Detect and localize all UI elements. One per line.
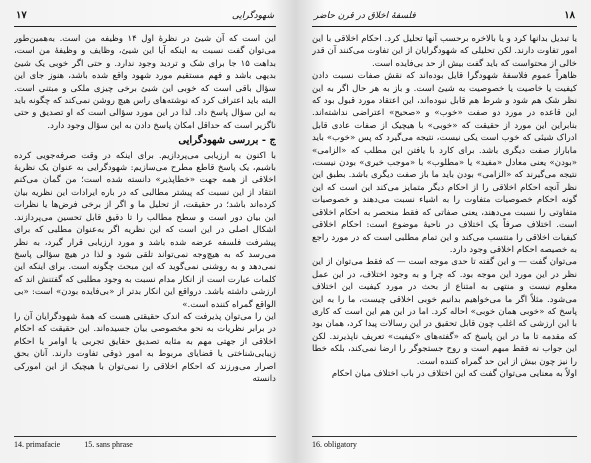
left-footnotes — [14, 436, 276, 449]
right-page-header — [312, 10, 577, 27]
footnote-14: 14. primafacie — [14, 440, 61, 449]
left-running-title: شهودگرایی — [231, 11, 274, 21]
footnote-15: 15. sans phrase — [84, 440, 133, 449]
right-footnotes — [312, 436, 577, 449]
right-page-number: ۱۸ — [564, 10, 575, 21]
left-page — [0, 0, 288, 463]
right-paragraph-4: اولاً به معنایی می‌توان گفت که این اختلاف در باب اختلاف میان احکام — [331, 368, 577, 379]
left-paragraph-3: این را می‌توان پذیرفت که اندک حقیقتی هست که همهٔ شهودگرایان آن را در برابر نظریات به نحو مخصوصی بیان جسیده‌اند. این حقیقت که احکام اخلاقی از جهتی مهم به مثابه تصدیق حقایق تجربی یا اوامر یا احکام زیبایی‌شناختی یا قضایای مربوط به امور ذوقی تفاوت دارند. آنان بحق اصرار می‌ورزند که احکام اخلاقی را نمی‌توان با هیچیک از این امورکی دانسته — [14, 311, 276, 384]
right-paragraph-1: یا تبدیل بدانها کرد و یا بالاخره برحسب آنها تحلیل کرد. احکام اخلاقی با این امور تفاوت دارند. لکن تحلیلی که شهودگرایان از این تفاوت می‌کنند آن قدر خالی از محتواست که باید گفت بیش از حد بی‌فایده است. — [312, 34, 577, 69]
left-paragraph-2: با اکنون به ارزیابی می‌پردازیم. برای اینکه در وقت صرفه‌جویی کرده باشیم، یک پاسخ قاطع مطرح می‌سازیم: شهودگرایی به عنوان یک نظریهٔ اخلاقی از همه جهت «خطاپذیر» دانسته شده است؛ من گمان می‌کنم انتقاد از این نسبت که پیشتر مطالبی که در باره ایرادات این نظریه بیان کرده‌اند باشد؛ در حقیقت، از تحلیل ما و اگر از برخی فرض‌ها یا نظرات این بیان دور است و سطح مطالب را تا دقیق قابل تحسین می‌پردازند. اشکال اصلی در این است که این نظریه اگر به‌عنوان مطلبی که برای پیشرفت فلسفه عرضه شده باشد و مورد ارزیابی قرار گیرد، به نظر می‌رسد که به هیچ‌وجه نمی‌تواند تلقی شود و لذا در هیچ سؤالی پاسخ نمی‌دهد و به روشنی نمی‌گوید که این مبحث چگونه است. برای اینکه این کلمات عبارت است از انکار مدام نسبت به وجود مطلبی که گفتنش اند که ارزشی داشته باشد. درواقع این انکار بدتر از «بی‌فایده بودن» است: «بی الواقع گمراه کننده است.» — [14, 150, 276, 310]
left-page-body — [14, 33, 276, 405]
right-running-title: فلسفهٔ اخلاق در قرن حاضر — [314, 11, 416, 21]
left-page-number: ۱۷ — [16, 10, 27, 21]
footnote-16: 16. obligatory — [312, 440, 357, 449]
left-paragraph-1: این است که آن شیئ در نظرهٔ اول ۱۴ وظیفه من است. به‌همین‌طور می‌توان گفت نسبت به اینکه آیا این شیئ، وظایف و وظیفهٔ من است، بداهت ۱۵ جا برای شک و تردید وجود ندارد. و حتی اگر خوبی یک شیئ بدیهی باشد و فهم مستقیم مورد شهود واقع شده باشد، هنوز جای این سؤال باقی است که خوبی این شیئ برخی چیزی ملکی و مبتنی است. البته باید اعتراف کرد که نوشته‌های راس هیچ روشن نمی‌کند که چگونه باید به این سؤال پاسخ داد. لذا در این مورد سؤالی است که او تصدیق و حتی ناگزیر است که حداقل امکان پاسخ دادن به این سؤال وجود دارد. — [14, 34, 276, 131]
left-page-header — [14, 10, 276, 27]
section-heading: ج - بررسی شهودگرایی — [178, 135, 276, 147]
right-paragraph-2: ظاهراً عموم فلاسفهٔ شهودگرا قایل بوده‌اند که نقش صفات نسبت دادن کیفیت یا خاصیت یا خصوصیت به شیئ است. و باز به هر حال اگر به این نظر شک هم شود و شرط هم قابل نبوده‌اند، این اعتقاد مورد قبول بود که این قاعده در مورد دو صفت «خوب» و «صحیح» اعتراضی نداشته‌اند. بنابراین این مورد از حقیقت که «خوبی» با هیچیک از صفات عادی قابل ادراک شیئی که خوب است یکی نیست، نتیجه می‌گیرد که پس «خوب» باید ماباراز صفت دیگری باشد. برای کارد با یافتن این مطلب که «الزامی» «بودن» یعنی معادل «مفید» یا «مطلوب» با «موجب خیری» بودن نیست، نتیجه می‌گیرند که «الزامی» بودن باید ما باز صفت دیگری باشد. بطبق این نظر آنچه احکام اخلاقی را از احکام دیگر متمایز می‌کند این است که این گونه احکام خصوصیات متفاوت را به اشیاء نسبت می‌دهند و خصوصیات متفاوتی را نسبت می‌دهند، یعنی صفاتی که فقط منحصر به احکام اخلاقی است. اختلاف صرفاً یک اختلاف در ناحیهٔ موضوع است: احکام اخلاقی کیفیات اخلاقی را منتسب می‌کند و این تمام مطلبی است که در مورد راجع به خصیصه احکام اخلاقی وجود دارد. — [312, 71, 577, 255]
right-paragraph-3: می‌توان گفت — و این گفته تا حدی موجه است — که فقط می‌توان از این نظر در این مورد این موجه بود. که چرا و به وجود اختلاف، در این عمل معلوم نیست و منتهی به امتناع از بحث در مورد کیفیت این اختلاف می‌شود. مثلاً اگر ما می‌خواهیم بدانیم خوبی اخلاقی چیست، ما را به این پاسخ که «خوبی همان خوبی» احاله کرد. اما در این هم این است که کاری با این ارزشی که اغلب چون قابل تحقیق در این رسالات پیدا کرد، همان بود که مقدمه تا ما در این پاسخ که «گفته‌های «کیفیت» تعریف ناپذیرند. لکن این جواب نه فقط مبهم است و روح جستجوگر را ارضا نمی‌کند، بلکه خطا را نیز چون بیش از این حد گمراه کننده است. — [312, 257, 577, 367]
right-page-body — [312, 33, 577, 405]
right-page — [300, 0, 591, 463]
